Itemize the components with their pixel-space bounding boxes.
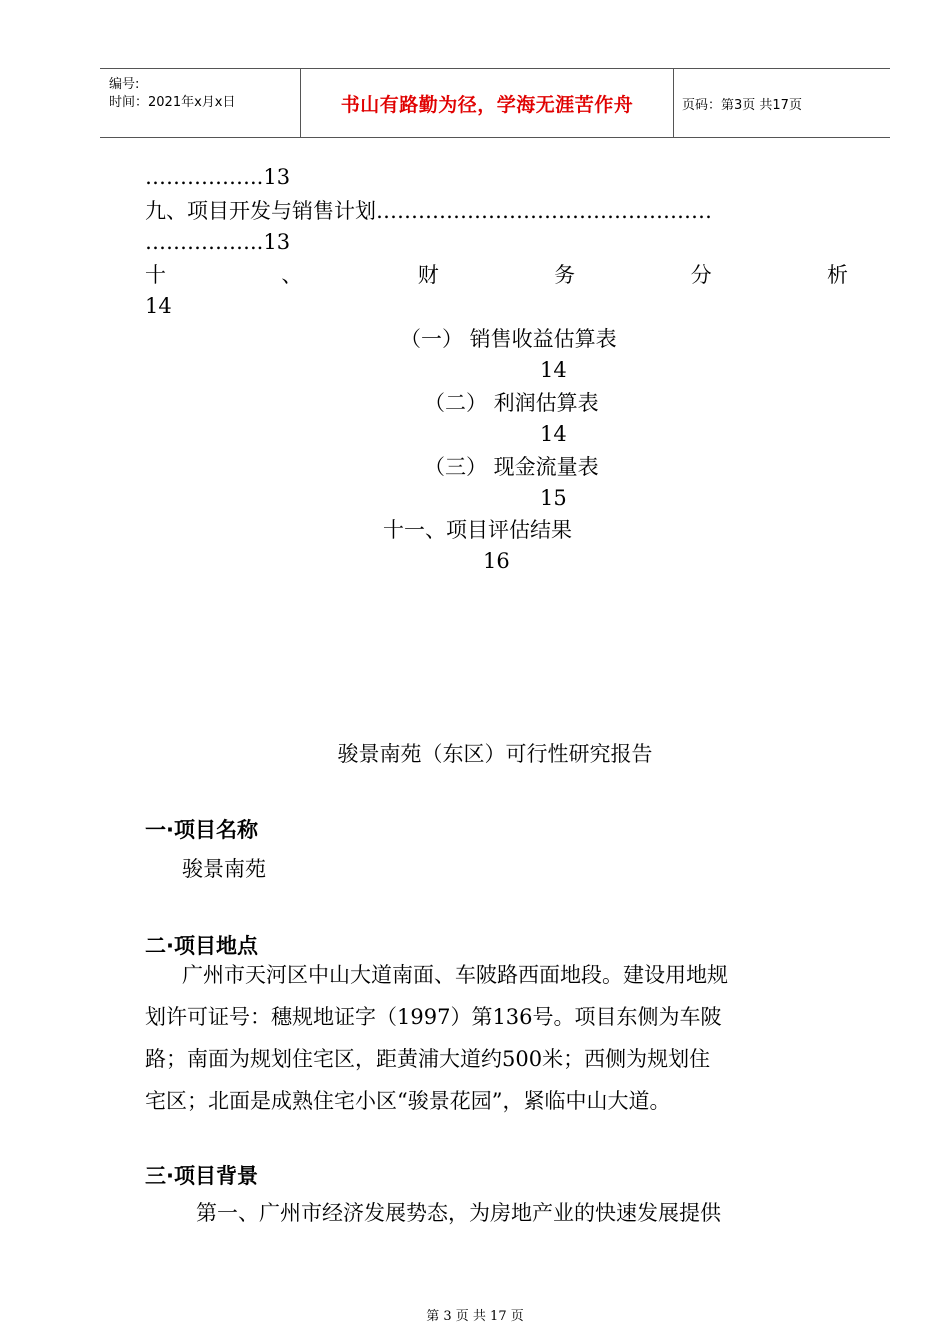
motto-text: 书山有路勤为径，学海无涯苦作舟 [340, 93, 634, 116]
header-right-cell [674, 69, 890, 137]
toc-page: 15 [540, 486, 567, 510]
paragraph-line: 路；南面为规划住宅区，距黄浦大道约500米；西侧为规划住 [145, 1047, 711, 1071]
document-title: 骏景南苑（东区）可行性研究报告 [337, 742, 653, 766]
section-body-3: 第一、广州市经济发展势态，为房地产业的快速发展提供 [196, 1201, 721, 1225]
toc-sub-2: （二） 利润估算表 [424, 391, 599, 415]
paragraph-line: 广州市天河区中山大道南面、车陂路西面地段。建设用地规 [182, 963, 728, 987]
toc-page: 14 [540, 358, 567, 382]
toc-char: 析 [826, 263, 848, 287]
page-header [100, 68, 890, 138]
section-heading-2: 二·项目地点 [145, 934, 258, 958]
page-number-label: 页码：第3页 共17页 [682, 97, 802, 113]
toc-page: 14 [145, 294, 172, 318]
toc-char: 十 [145, 263, 166, 287]
toc-item-11: 十一、项目评估结果 [383, 518, 572, 542]
paragraph-line: 划许可证号：穗规地证字（1997）第136号。项目东侧为车陂 [145, 1005, 722, 1029]
toc-page: 16 [483, 549, 510, 573]
paragraph-line: 宅区；北面是成熟住宅小区“骏景花园”，紧临中山大道。 [145, 1089, 671, 1113]
toc-char: 务 [554, 263, 576, 287]
section-body-1: 骏景南苑 [182, 857, 266, 881]
header-left-cell [100, 69, 301, 137]
toc-item-9: 九、项目开发与销售计划………………………………………… [145, 199, 712, 223]
number-label: 编号: [109, 77, 140, 92]
toc-page: 14 [540, 422, 567, 446]
toc-char: 、 [281, 263, 303, 287]
section-heading-3: 三·项目背景 [145, 1164, 258, 1188]
toc-sub-3: （三） 现金流量表 [424, 455, 599, 479]
toc-sub-1: （一） 销售收益估算表 [400, 327, 617, 351]
toc-line: ……………..13 [145, 165, 291, 189]
page-footer: 第 3 页 共 17 页 [426, 1309, 524, 1324]
toc-char: 分 [690, 263, 712, 287]
header-middle-cell [301, 69, 674, 137]
toc-line: ……………..13 [145, 230, 291, 254]
toc-char: 财 [417, 263, 439, 287]
section-body-2 [145, 954, 850, 1122]
section-heading-1: 一·项目名称 [145, 818, 258, 842]
time-label: 时间：2021年x月x日 [109, 95, 236, 110]
toc-item-10 [145, 262, 848, 288]
